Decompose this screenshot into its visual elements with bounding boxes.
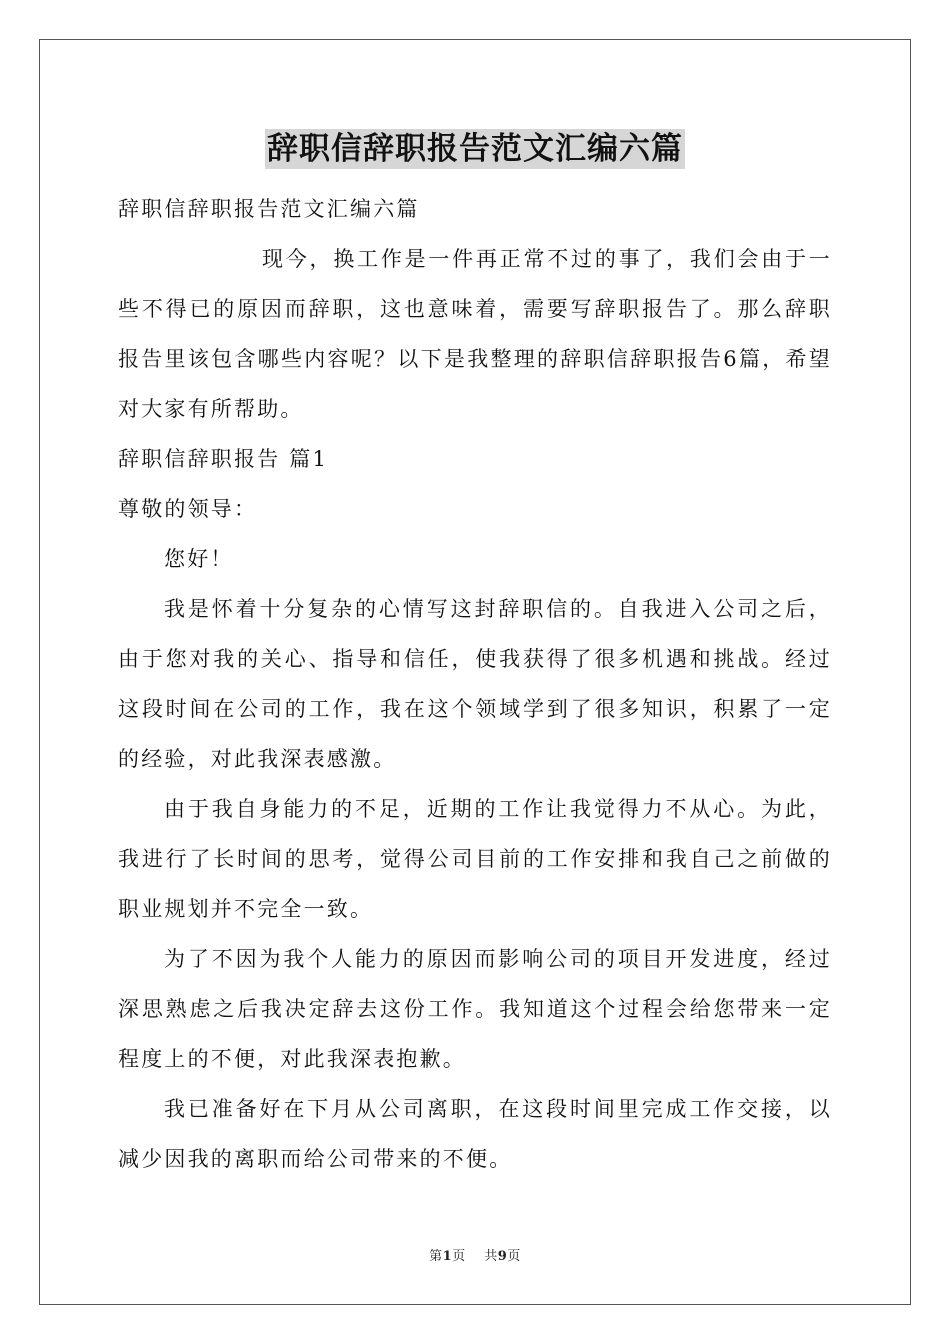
footer-page-current: 1 (442, 1249, 453, 1264)
footer-total-prefix: 共 (484, 1249, 498, 1264)
document-title-text: 辞职信辞职报告范文汇编六篇 (267, 131, 683, 167)
footer-total-suffix: 页 (507, 1249, 521, 1264)
body-paragraph-3: 为了不因为我个人能力的原因而影响公司的项目开发进度，经过深思熟虑之后我决定辞去这份工作。我知道这个过程会给您带来一定程度上的不便，对此我深表抱歉。 (118, 947, 832, 1071)
document-title (118, 128, 832, 180)
footer-page-suffix: 页 (452, 1249, 466, 1264)
salutation: 尊敬的领导： (118, 497, 258, 521)
section-heading: 辞职信辞职报告 篇1 (118, 447, 329, 471)
greeting: 您好！ (164, 547, 234, 571)
document-subtitle: 辞职信辞职报告范文汇编六篇 (118, 197, 420, 221)
document-body (118, 118, 832, 1184)
page-footer (0, 1245, 950, 1264)
body-paragraph-4: 我已准备好在下月从公司离职，在这段时间里完成工作交接，以减少因我的离职而给公司带来的不便。 (118, 1097, 832, 1171)
body-paragraph-1: 我是怀着十分复杂的心情写这封辞职信的。自我进入公司之后，由于您对我的关心、指导和信任，使我获得了很多机遇和挑战。经过这段时间在公司的工作，我在这个领域学到了很多知识，积累了一定的经验，对此我深表感激。 (118, 597, 832, 771)
body-paragraph-2: 由于我自身能力的不足，近期的工作让我觉得力不从心。为此，我进行了长时间的思考，觉得公司目前的工作安排和我自己之前做的职业规划并不完全一致。 (118, 797, 832, 921)
footer-page-total: 9 (497, 1249, 508, 1264)
intro-paragraph: 现今，换工作是一件再正常不过的事了，我们会由于一些不得已的原因而辞职，这也意味着，需要写辞职报告了。那么辞职报告里该包含哪些内容呢？以下是我整理的辞职信辞职报告6篇，希望对大家有所帮助。 (118, 247, 832, 421)
footer-page-prefix: 第 (429, 1249, 443, 1264)
